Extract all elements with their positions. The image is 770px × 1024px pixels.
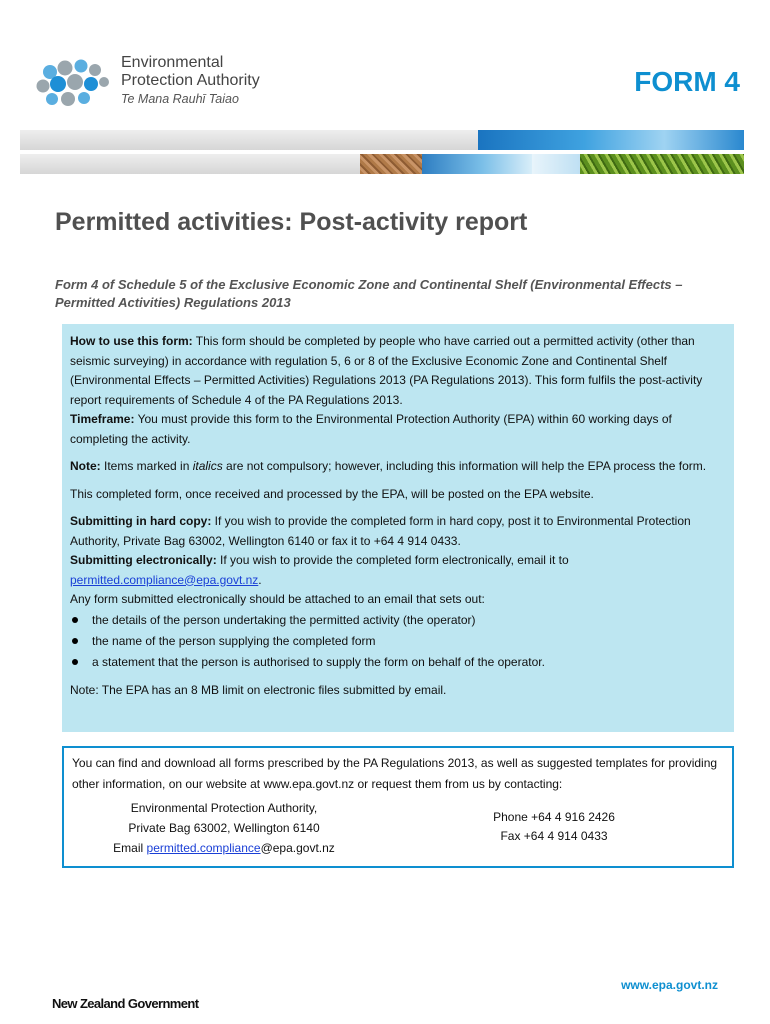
contact-fax: Fax +64 4 914 0433 (500, 829, 608, 843)
timeframe-label: Timeframe: (70, 412, 135, 426)
electronic-label: Submitting electronically: (70, 553, 217, 567)
contact-box (62, 746, 734, 868)
hardcopy-paragraph (70, 512, 726, 551)
ocean-photo-strip (422, 154, 532, 174)
list-item: the details of the person undertaking the permitted activity (the operator) (70, 610, 726, 631)
contact-postal: Private Bag 63002, Wellington 6140 (128, 821, 320, 835)
page-title: Permitted activities: Post-activity report (55, 208, 528, 236)
water-photo-strip (478, 130, 744, 150)
note-text-post: are not compulsory; however, including this information will help the EPA process the form. (222, 459, 707, 473)
fern-photo-strip (580, 154, 744, 174)
org-maori-name: Te Mana Rauhī Taiao (121, 92, 239, 106)
instructions-box (62, 324, 734, 732)
hardcopy-text: If you wish to provide the completed form in hard copy, post it to Environmental Protection Authority, Private Bag 63002, Wellington 6140 or fax it to +64 4 914 0433. (70, 514, 691, 548)
timeframe-text: You must provide this form to the Environmental Protection Authority (EPA) within 60 working days of completing the activity. (70, 412, 672, 446)
org-name-line1: Environmental (121, 54, 224, 71)
attach-intro: Any form submitted electronically should be attached to an email that sets out: (70, 592, 485, 606)
org-name (121, 54, 260, 90)
page-subtitle: Form 4 of Schedule 5 of the Exclusive Economic Zone and Continental Shelf (Environmental Effects – Permitted Activities) Regulations 2013 (55, 277, 683, 310)
electronic-text: If you wish to provide the completed form electronically, email it to (216, 553, 569, 567)
hardcopy-label: Submitting in hard copy: (70, 514, 212, 528)
how-to-use-label: How to use this form: (70, 334, 193, 348)
note-label: Note: (70, 459, 101, 473)
note-paragraph (70, 457, 726, 477)
contact-intro: You can find and download all forms prescribed by the PA Regulations 2013, as well as suggested templates for providing other information, on our website at www.epa.govt.nz or request them from us by contacting: (72, 756, 718, 791)
note-italic: italics (192, 459, 223, 473)
epa-logo (34, 52, 294, 112)
electronic-paragraph (70, 551, 726, 590)
contact-email-label: Email (113, 841, 147, 855)
email-period: . (258, 572, 262, 587)
contact-address (84, 798, 364, 858)
list-item: a statement that the person is authorised to supply the form on behalf of the operator. (70, 652, 726, 673)
contact-org: Environmental Protection Authority, (130, 801, 318, 815)
contact-email (84, 838, 364, 858)
nz-government-logo: New Zealand Government (52, 996, 199, 1011)
email-requirements-list (70, 610, 726, 673)
contact-phone-block (474, 808, 634, 846)
timeframe-paragraph (70, 410, 726, 449)
contact-email-link[interactable]: permitted.compliance (146, 841, 261, 855)
email-link[interactable]: permitted.compliance@epa.govt.nz (70, 572, 259, 587)
org-name-line2: Protection Authority (121, 72, 260, 89)
contact-email-domain: @epa.govt.nz (260, 841, 335, 855)
contact-phone: Phone +64 4 916 2426 (493, 810, 615, 824)
list-item: the name of the person supplying the completed form (70, 631, 726, 652)
file-limit-note: Note: The EPA has an 8 MB limit on electronic files submitted by email. (70, 682, 447, 697)
epa-logo-dots-icon (34, 56, 114, 112)
note-text-pre: Items marked in (100, 459, 193, 473)
posted-paragraph: This completed form, once received and processed by the EPA, will be posted on the EPA website. (70, 486, 594, 501)
form-number: FORM 4 (634, 66, 740, 97)
sand-photo-strip (360, 154, 422, 174)
footer-website[interactable]: www.epa.govt.nz (621, 978, 718, 992)
how-to-use-text: This form should be completed by people who have carried out a permitted activity (other than seismic surveying) in accordance with regulation 5, 6 or 8 of the Exclusive Economic Zone and Continental Shelf (Environmental Effects – Permitted Activities) Regulations 2013 (PA Regulations 2013). This form fulfils the post-activity report requirements of Schedule 4 of the PA Regulations 2013. (70, 334, 703, 407)
how-to-use-paragraph (70, 332, 726, 410)
sky-photo-strip (532, 154, 580, 174)
